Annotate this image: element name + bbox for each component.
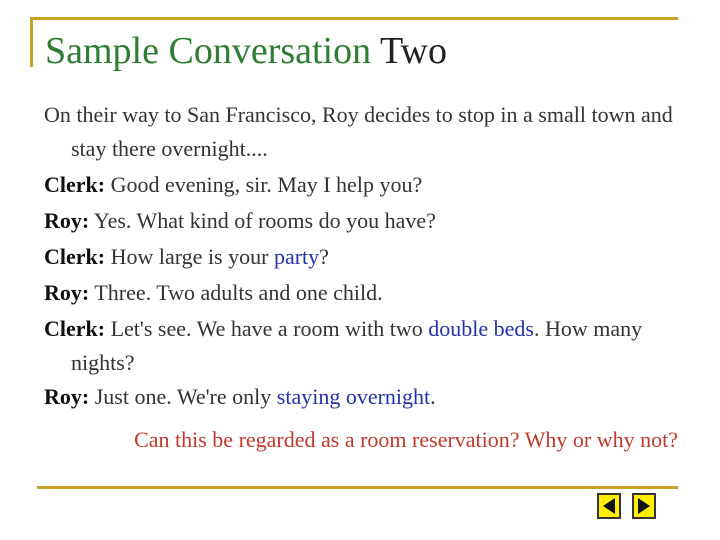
vocab-highlight: double beds <box>428 316 534 341</box>
speaker-label: Clerk: <box>44 172 106 197</box>
dialogue-text: Good evening, sir. May I help you? <box>105 172 423 197</box>
vocab-highlight: party <box>273 244 320 269</box>
dialogue-text: Yes. What kind of rooms do you have? <box>89 208 436 233</box>
top-rule <box>32 17 678 20</box>
slide-body <box>44 98 680 416</box>
left-rule <box>30 17 33 67</box>
discussion-question: Can this be regarded as a room reservation? Why or why not? <box>134 427 678 452</box>
dialogue-line <box>44 168 680 202</box>
speaker-label: Roy: <box>44 208 90 233</box>
speaker-label: Roy: <box>44 384 90 409</box>
dialogue-text: How large is your <box>105 244 274 269</box>
dialogue-text: . <box>430 384 436 409</box>
next-slide-button[interactable] <box>632 493 656 519</box>
dialogue-line <box>44 240 680 274</box>
intro-paragraph: On their way to San Francisco, Roy decides to stop in a small town and stay there overnight.... <box>44 102 673 161</box>
dialogue-text: Just one. We're only <box>89 384 277 409</box>
bottom-rule <box>37 486 678 489</box>
triangle-left-icon <box>601 497 617 515</box>
dialogue-text: Let's see. We have a room with two <box>105 316 429 341</box>
dialogue-text: Three. Two adults and one child. <box>89 280 383 305</box>
dialogue-line <box>44 204 680 238</box>
speaker-label: Clerk: <box>44 316 106 341</box>
dialogue-line <box>44 312 680 380</box>
title-part-2: Two <box>379 30 447 72</box>
dialogue-text: ? <box>319 244 329 269</box>
slide-title <box>45 26 447 76</box>
speaker-label: Roy: <box>44 280 90 305</box>
triangle-right-icon <box>636 497 652 515</box>
previous-slide-button[interactable] <box>597 493 621 519</box>
dialogue-line <box>44 276 680 310</box>
vocab-highlight: staying overnight <box>276 384 431 409</box>
title-part-1: Sample Conversation <box>45 30 380 72</box>
dialogue-line <box>44 380 680 414</box>
dialogue-text: . How many nights? <box>71 316 643 375</box>
speaker-label: Clerk: <box>44 244 106 269</box>
